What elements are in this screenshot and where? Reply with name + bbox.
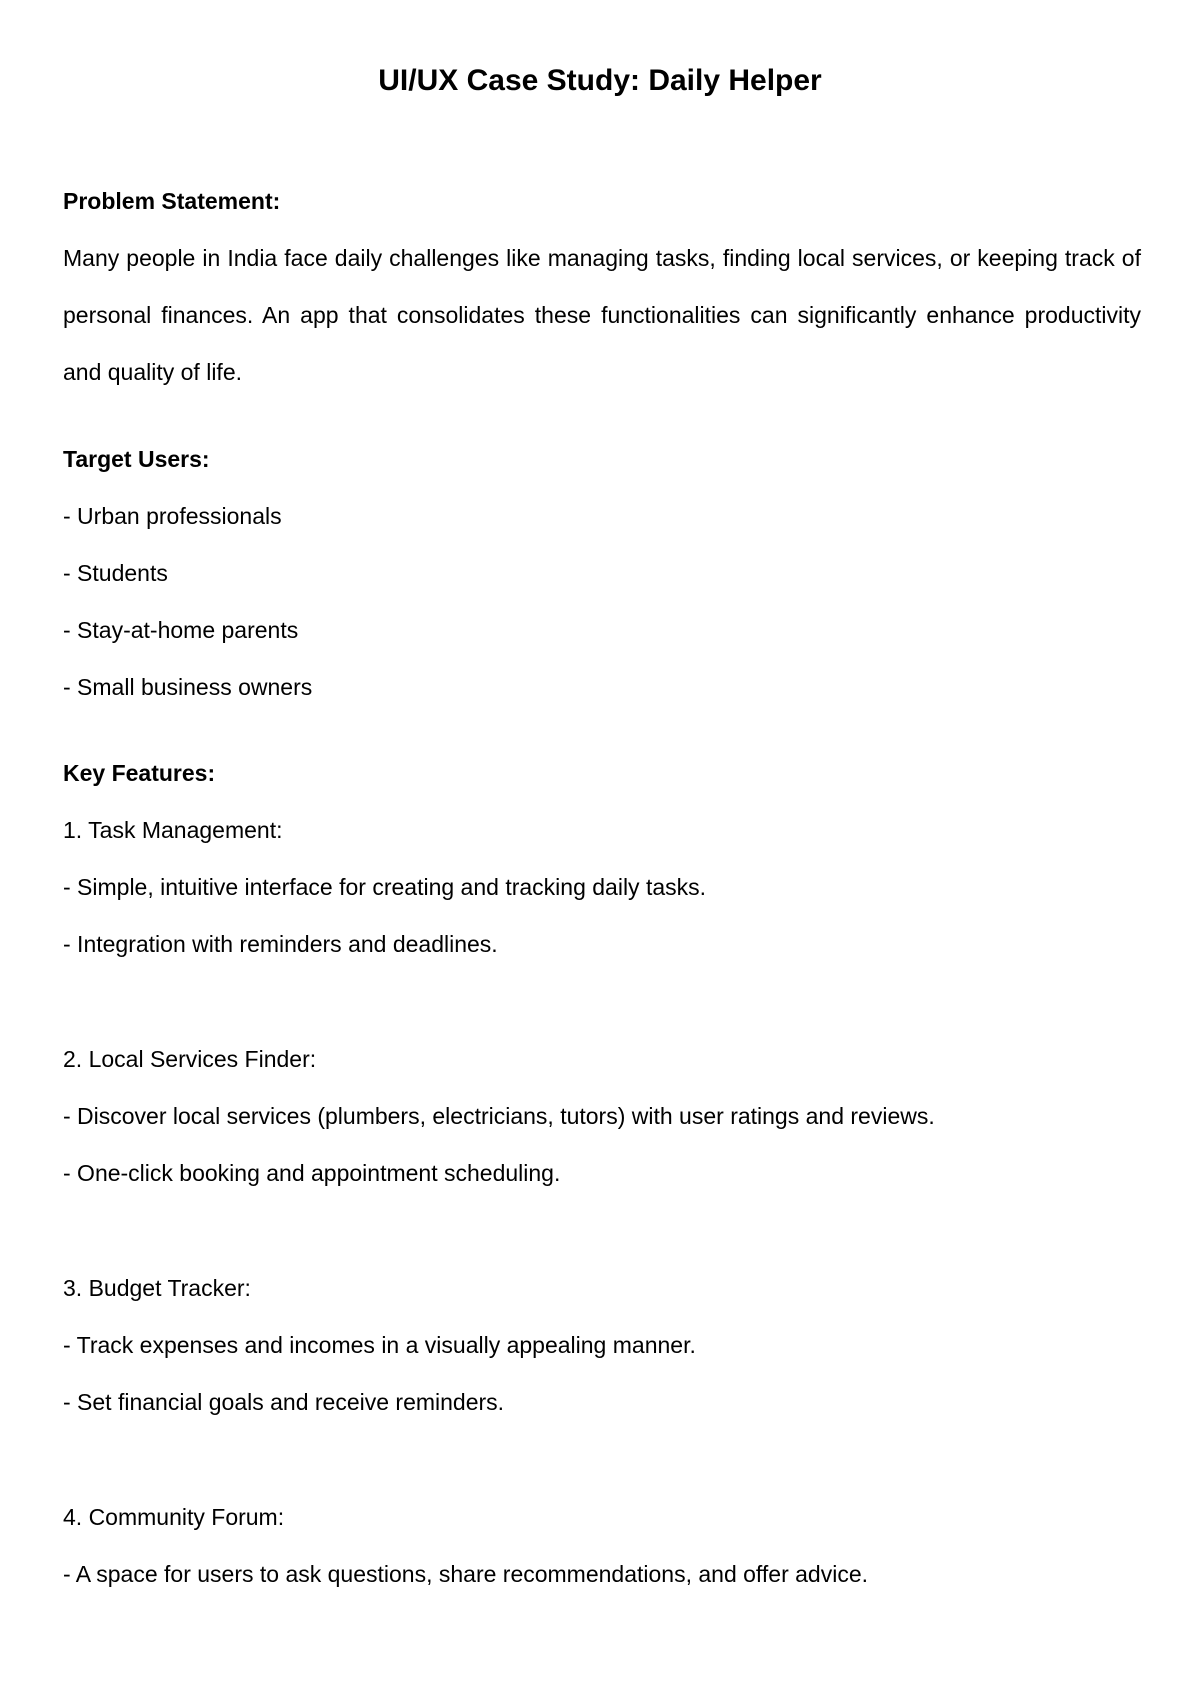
feature-point: - Set financial goals and receive reminders. [63, 1389, 505, 1415]
feature-title: 1. Task Management: [63, 817, 283, 843]
target-user-item: - Stay-at-home parents [63, 617, 299, 643]
feature-point: - Discover local services (plumbers, electricians, tutors) with user ratings and reviews. [63, 1103, 935, 1129]
target-user-item: - Small business owners [63, 674, 313, 700]
feature-point: - Integration with reminders and deadlines. [63, 931, 498, 957]
key-features-heading: Key Features: [63, 760, 216, 786]
feature-point: - A space for users to ask questions, share recommendations, and offer advice. [63, 1561, 869, 1587]
problem-statement-body: Many people in India face daily challenges like managing tasks, finding local services, or keeping track of personal finances. An app that consolidates these functionalities can significantly enhance productivity and quality of life. [63, 245, 1141, 385]
problem-statement-heading: Problem Statement: [63, 188, 281, 214]
feature-point: - Simple, intuitive interface for creating and tracking daily tasks. [63, 874, 707, 900]
feature-point: - One-click booking and appointment scheduling. [63, 1160, 561, 1186]
target-user-item: - Urban professionals [63, 503, 282, 529]
feature-title: 4. Community Forum: [63, 1504, 285, 1530]
feature-title: 2. Local Services Finder: [63, 1046, 317, 1072]
feature-point: - Track expenses and incomes in a visually appealing manner. [63, 1332, 696, 1358]
target-users-heading: Target Users: [63, 446, 210, 472]
target-user-item: - Students [63, 560, 168, 586]
feature-title: 3. Budget Tracker: [63, 1275, 251, 1301]
document-title: UI/UX Case Study: Daily Helper [378, 64, 822, 97]
